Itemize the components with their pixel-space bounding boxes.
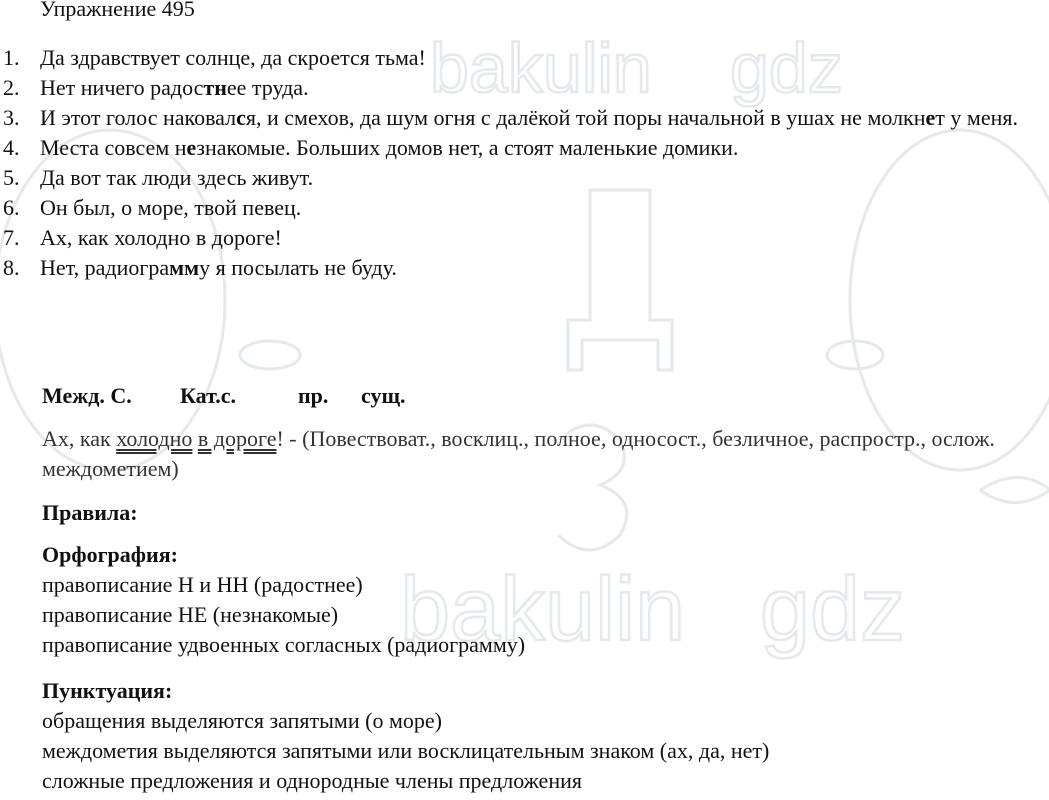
highlighted-letters: с [236,105,246,130]
face-right-eye [827,341,883,369]
watermark-tag-bottom: gdz [760,560,906,660]
highlighted-letters: мм [169,255,200,280]
sentence-fragment: ее труда. [226,75,309,100]
punctuation-heading: Пунктуация: [42,678,173,703]
orthography-rule: правописание Н и НН (радостнее) [42,572,363,597]
sentence-fragment: знакомые. Больших домов нет, а стоят маленькие домики. [196,135,739,160]
sentence-list [0,43,1049,283]
sentence-fragment: Он был, о море, твой певец. [40,195,302,220]
sentence-fragment: Да здравствует солнце, да скроется тьма! [40,45,426,70]
analysis-characteristics: ! - (Повествоват., восклиц., полное, односост., безличное, распростр., ослож. междометием) [42,426,995,481]
sentence-number: 4. [3,135,20,160]
sentence-text [40,253,1049,283]
highlighted-letters: е [186,135,197,160]
sentence-text [40,193,1049,223]
punctuation-rule: сложные предложения и однородные члены предложения [42,768,582,793]
sentence-item [0,133,1049,163]
sentence-text [40,133,1049,163]
sentence-item [0,253,1049,283]
rules-heading: Правила: [42,500,138,525]
sentence-item [0,193,1049,223]
punctuation-section [42,676,1032,796]
sentence-analysis [42,424,1032,484]
highlighted-letters: е [925,105,936,130]
punctuation-rule: междометия выделяются запятыми или восклицательным знаком (ах, да, нет) [42,738,770,763]
sentence-fragment: Ах, как холодно в дороге! [40,225,282,250]
orthography-section [42,540,1032,660]
parse-markers [42,381,406,411]
sentence-fragment: у я посылать не буду. [199,255,397,280]
exercise-title: Упражнение 495 [40,0,195,21]
marker-noun: сущ. [361,383,406,408]
sentence-fragment: И этот голос наковал [40,105,237,130]
analysis-lead: Ах, как [42,426,117,451]
face-left-eye [240,341,300,369]
punctuation-rule: обращения выделяются запятыми (о море) [42,708,442,733]
sentence-text [40,103,1049,133]
highlighted-letters: тн [203,75,227,100]
sentence-number: 3. [3,105,20,130]
sentence-text [40,43,1049,73]
sentence-fragment: Да вот так люди здесь живут. [40,165,314,190]
watermark-brand-bottom: bakulin [400,560,686,660]
sentence-fragment: Нет, радиогра [40,255,170,280]
analysis-circumstance: в дороге [197,426,277,451]
sentence-fragment: Места совсем н [40,135,187,160]
orthography-heading: Орфография: [42,542,178,567]
orthography-rule: правописание НЕ (незнакомые) [42,602,339,627]
marker-preposition: пр. [298,383,329,408]
orthography-rule: правописание удвоенных согласных (радиограмму) [42,632,526,657]
sentence-number: 8. [3,255,20,280]
sentence-number: 1. [3,45,20,70]
analysis-predicate: холодно [116,426,193,451]
watermark-brand-top: bakulin [430,29,652,107]
sentence-fragment: Нет ничего радос [40,75,204,100]
sentence-number: 2. [3,75,20,100]
marker-interjection: Межд. С. [42,383,132,408]
marker-category-state: Кат.с. [180,383,237,408]
sentence-number: 6. [3,195,20,220]
sentence-item [0,103,1049,133]
sentence-fragment: т у меня. [935,105,1018,130]
sentence-text [40,73,1049,103]
sentence-text [40,163,1049,193]
sentence-item [0,163,1049,193]
sentence-item [0,43,1049,73]
sentence-text [40,223,1049,253]
sentence-number: 7. [3,225,20,250]
watermark-tag-top: gdz [730,29,843,107]
sentence-item [0,73,1049,103]
sentence-number: 5. [3,165,20,190]
sentence-item [0,223,1049,253]
sentence-fragment: я, и смехов, да шум огня с далёкой той поры начальной в ушах не молкн [245,105,926,130]
